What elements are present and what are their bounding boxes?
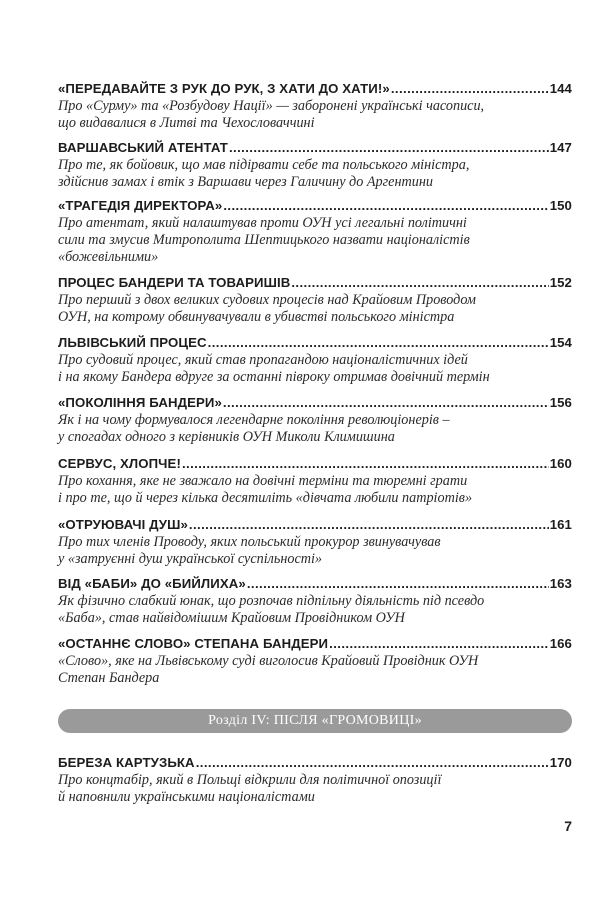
description-line: Про тих членів Проводу, яких польський прокурор звинувачував: [58, 534, 441, 550]
description-line: у «затруєнні душ української суспільності»: [58, 551, 323, 567]
entry-title: «ПЕРЕДАВАЙТЕ З РУК ДО РУК, З ХАТИ ДО ХАТИ!»: [58, 81, 390, 96]
description-line: сили та змусив Митрополита Шептицького назвати націоналістів: [58, 232, 470, 248]
description-line: ОУН, на котрому обвинувачували в убивстві польського міністра: [58, 309, 455, 325]
dot-leader: [229, 139, 549, 156]
entry-description: [58, 412, 572, 446]
entry-page-number: 160: [549, 456, 572, 471]
description-line: що видавалися в Литві та Чехословаччині: [58, 115, 315, 131]
entry-heading: [58, 334, 572, 351]
entry-title: СЕРВУС, ХЛОПЧЕ!: [58, 456, 181, 471]
entry-heading: [58, 80, 572, 97]
toc-entry: [58, 635, 572, 687]
entry-page-number: 154: [549, 335, 572, 350]
entry-page-number: 150: [549, 198, 572, 213]
description-line: Про «Сурму» та «Розбудову Нації» — заборонені українські часописи,: [58, 98, 485, 114]
description-line: Про концтабір, який в Польщі відкрили для політичної опозиції: [58, 772, 442, 788]
toc-entry: [58, 197, 572, 266]
dot-leader: [223, 197, 548, 214]
entry-page-number: 170: [549, 755, 572, 770]
entry-heading: [58, 394, 572, 411]
entry-description: [58, 157, 572, 191]
entry-title: «ОТРУЮВАЧІ ДУШ»: [58, 517, 188, 532]
entry-page-number: 161: [549, 517, 572, 532]
dot-leader: [208, 334, 549, 351]
entry-description: [58, 352, 572, 386]
entry-heading: [58, 754, 572, 771]
description-line: «Слово», яке на Львівському суді виголосив Крайовий Провідник ОУН: [58, 653, 479, 669]
description-line: Про те, як бойовик, що мав підірвати себе та польського міністра,: [58, 157, 470, 173]
description-line: Про судовий процес, який став пропагандою націоналістичних ідей: [58, 352, 468, 368]
entry-description: [58, 98, 572, 132]
toc-entry: [58, 334, 572, 386]
part-heading-banner: Розділ IV: ПІСЛЯ «ГРОМОВИЦІ»: [58, 709, 572, 733]
entry-description: [58, 772, 572, 806]
entry-title: «ТРАГЕДІЯ ДИРЕКТОРА»: [58, 198, 223, 213]
description-line: «Баба», став найвідомішим Крайовим Провідником ОУН: [58, 610, 405, 626]
entry-heading: [58, 274, 572, 291]
dot-leader: [291, 274, 548, 291]
entry-page-number: 144: [549, 81, 572, 96]
entry-heading: [58, 455, 572, 472]
toc-entry: [58, 80, 572, 132]
entry-description: [58, 473, 572, 507]
entry-page-number: 163: [549, 576, 572, 591]
toc-entry: [58, 394, 572, 446]
dot-leader: [247, 575, 549, 592]
entry-page-number: 152: [549, 275, 572, 290]
entry-heading: [58, 197, 572, 214]
description-line: і на якому Бандера вдруге за останні півроку отримав довічний термін: [58, 369, 490, 385]
entry-title: БЕРЕЗА КАРТУЗЬКА: [58, 755, 195, 770]
entry-description: [58, 593, 572, 627]
entry-title: «ОСТАННЄ СЛОВО» СТЕПАНА БАНДЕРИ: [58, 636, 329, 651]
entry-description: [58, 653, 572, 687]
description-line: у спогадах одного з керівників ОУН Миколи Климишина: [58, 429, 395, 445]
entry-title: ЛЬВІВСЬКИЙ ПРОЦЕС: [58, 335, 207, 350]
entry-title: «ПОКОЛІННЯ БАНДЕРИ»: [58, 395, 222, 410]
toc-page: [58, 0, 572, 914]
entry-page-number: 156: [549, 395, 572, 410]
dot-leader: [329, 635, 549, 652]
description-line: Про перший з двох великих судових процесів над Крайовим Проводом: [58, 292, 476, 308]
entry-description: [58, 215, 572, 266]
entry-heading: [58, 516, 572, 533]
entry-heading: [58, 575, 572, 592]
toc-entry: [58, 274, 572, 326]
toc-entry: [58, 455, 572, 507]
entry-page-number: 147: [549, 140, 572, 155]
description-line: Степан Бандера: [58, 670, 160, 686]
dot-leader: [391, 80, 549, 97]
entry-title: ВАРШАВСЬКИЙ АТЕНТАТ: [58, 140, 228, 155]
dot-leader: [189, 516, 549, 533]
dot-leader: [196, 754, 549, 771]
description-line: й наповнили українськими націоналістами: [58, 789, 315, 805]
dot-leader: [182, 455, 549, 472]
description-line: здійснив замах і втік з Варшави через Галичину до Аргентини: [58, 174, 433, 190]
entry-title: ПРОЦЕС БАНДЕРИ ТА ТОВАРИШІВ: [58, 275, 291, 290]
description-line: Як і на чому формувалося легендарне покоління революціонерів –: [58, 412, 450, 428]
page-number: 7: [564, 818, 572, 834]
description-line: Про кохання, яке не зважало на довічні терміни та тюремні грати: [58, 473, 468, 489]
description-line: «божевільними»: [58, 249, 159, 265]
entry-heading: [58, 139, 572, 156]
entry-description: [58, 292, 572, 326]
description-line: Про атентат, який налаштував проти ОУН усі легальні політичні: [58, 215, 467, 231]
entry-description: [58, 534, 572, 568]
description-line: Як фізично слабкий юнак, що розпочав підпільну діяльність під псевдо: [58, 593, 485, 609]
toc-entry: [58, 516, 572, 568]
dot-leader: [223, 394, 549, 411]
toc-entry: [58, 139, 572, 191]
description-line: і про те, що й через кілька десятиліть «дівчата любили патріотів»: [58, 490, 473, 506]
entry-heading: [58, 635, 572, 652]
toc-entry: [58, 575, 572, 627]
entry-title: ВІД «БАБИ» ДО «БИЙЛИХА»: [58, 576, 246, 591]
entry-page-number: 166: [549, 636, 572, 651]
toc-entry: [58, 754, 572, 806]
